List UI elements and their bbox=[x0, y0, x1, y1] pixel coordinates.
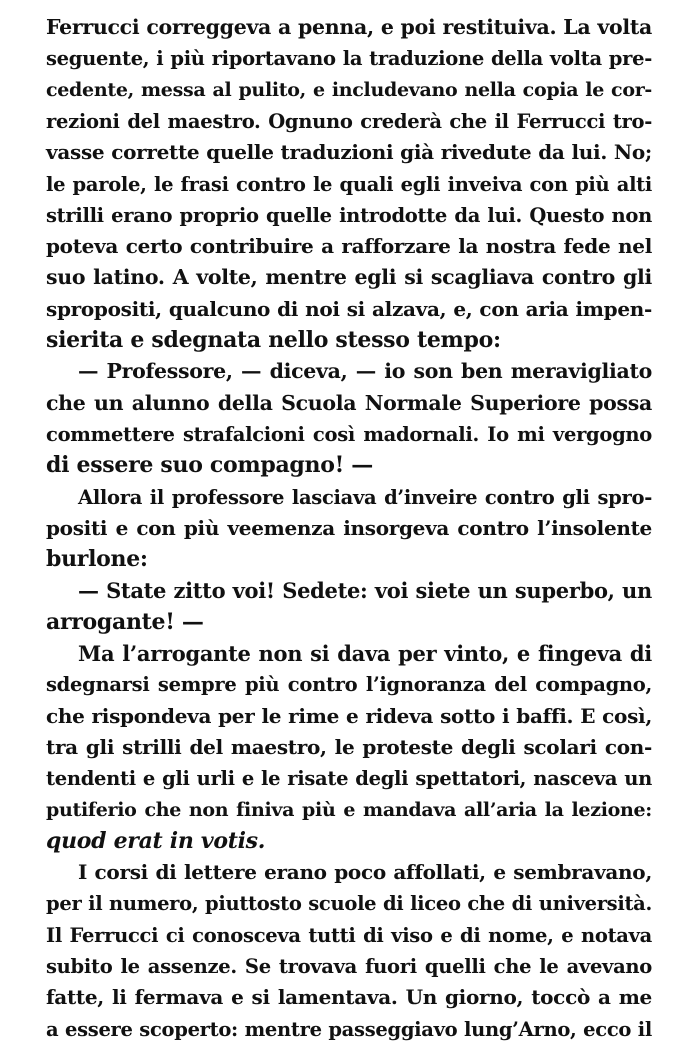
text-line: burlone: bbox=[46, 546, 148, 573]
text-line: suo latino. A volte, mentre egli si scagliava contro gli bbox=[46, 265, 652, 290]
text-line: — State zitto voi! Sedete: voi siete un superbo, un bbox=[78, 578, 652, 604]
text-line: seguente, i più riportavano la traduzione della volta pre- bbox=[46, 47, 652, 71]
text-line: sdegnarsi sempre più contro l’ignoranza del compagno, bbox=[46, 673, 652, 697]
text-line: Ma l’arrogante non si dava per vinto, e fingeva di bbox=[78, 641, 652, 666]
text-line: spropositi, qualcuno di noi si alzava, e, con aria impen- bbox=[46, 296, 652, 321]
text-line: strilli erano proprio quelle introdotte da lui. Questo non bbox=[46, 203, 652, 227]
text-line: Ferrucci correggeva a penna, e poi restituiva. La volta bbox=[46, 15, 652, 39]
text-line: vasse corrette quelle traduzioni già rivedute da lui. No; bbox=[46, 140, 652, 165]
text-line: sierita e sdegnata nello stesso tempo: bbox=[46, 327, 501, 353]
text-line: che rispondeva per le rime e rideva sotto i baffi. E così, bbox=[46, 703, 652, 728]
text-line: che un alunno della Scuola Normale Superiore possa bbox=[46, 390, 652, 415]
book-page bbox=[46, 0, 652, 1058]
text-line: tendenti e gli urli e le risate degli spettatori, nasceva un bbox=[46, 767, 652, 791]
text-line: arrogante! — bbox=[46, 608, 204, 635]
text-line: cedente, messa al pulito, e includevano nella copia le cor- bbox=[46, 78, 652, 101]
text-line: quod erat in votis. bbox=[46, 827, 266, 854]
text-line: per il numero, piuttosto scuole di liceo che di università. bbox=[46, 892, 652, 916]
text-line: di essere suo compagno! — bbox=[46, 452, 373, 479]
text-line: commettere strafalcioni così madornali. Io mi vergogno bbox=[46, 422, 652, 446]
text-line: positi e con più veemenza insorgeva contro l’insolente bbox=[46, 515, 652, 540]
text-line: a essere scoperto: mentre passeggiavo lung’Arno, ecco il bbox=[46, 1017, 652, 1041]
text-line: I corsi di lettere erano poco affollati, e sembravano, bbox=[78, 860, 652, 885]
text-line: subito le assenze. Se trovava fuori quelli che le avevano bbox=[46, 955, 652, 978]
text-line: rezioni del maestro. Ognuno crederà che il Ferrucci tro- bbox=[46, 109, 652, 133]
text-line: tra gli strilli del maestro, le proteste degli scolari con- bbox=[46, 734, 652, 759]
text-line: putiferio che non finiva più e mandava all’aria la lezione: bbox=[46, 798, 652, 821]
text-line: le parole, le frasi contro le quali egli inveiva con più alti bbox=[46, 172, 652, 196]
text-line: Allora il professore lasciava d’inveire contro gli spro- bbox=[78, 485, 652, 509]
text-line: poteva certo contribuire a rafforzare la nostra fede nel bbox=[46, 234, 652, 259]
text-line: — Professore, — diceva, — io son ben meravigliato bbox=[78, 359, 652, 384]
text-line: Il Ferrucci ci conosceva tutti di viso e di nome, e notava bbox=[46, 923, 652, 947]
text-line: fatte, li fermava e si lamentava. Un giorno, toccò a me bbox=[46, 985, 652, 1010]
